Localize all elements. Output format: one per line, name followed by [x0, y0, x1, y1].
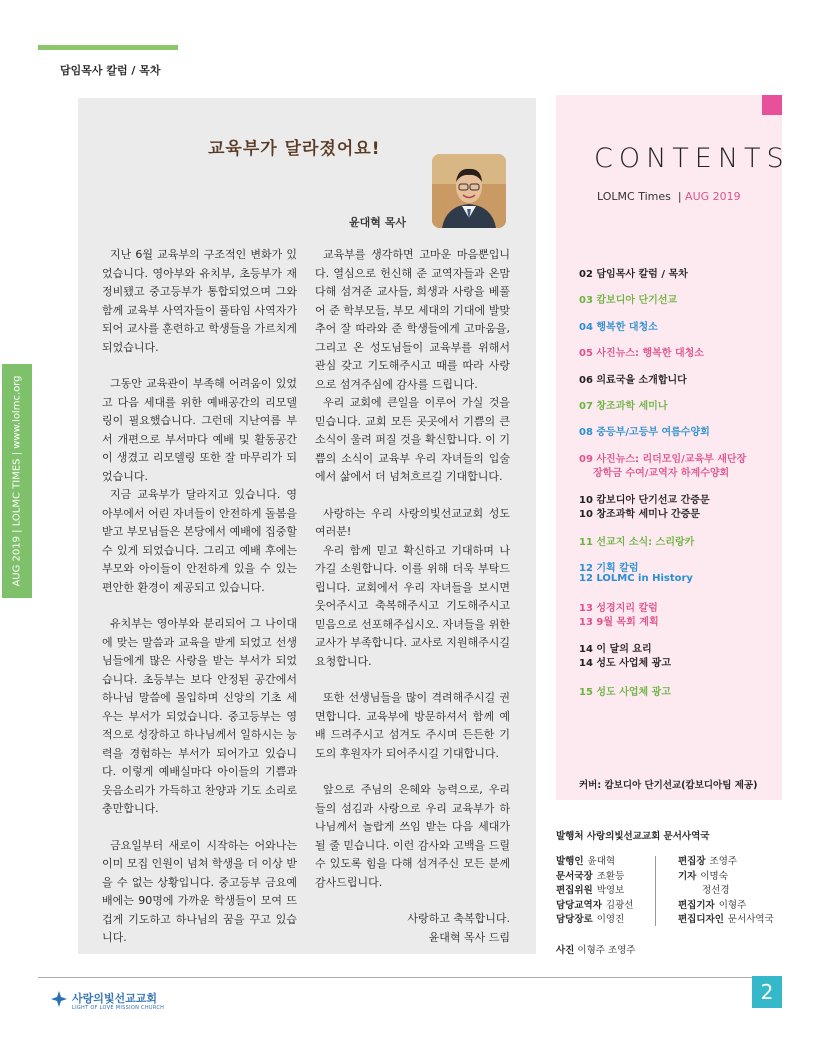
staff-divider — [655, 856, 656, 926]
closing-line-2: 윤대혁 목사 드림 — [428, 930, 510, 944]
staff-role: 편집기자 — [678, 899, 715, 911]
cover-credit: 커버: 캄보디아 단기선교(캄보디아팀 제공) — [579, 780, 758, 791]
staff-row — [556, 870, 633, 885]
staff-name: 이형주 — [718, 899, 747, 911]
staff-row — [678, 870, 774, 885]
paragraph: 사랑하는 우리 사랑의빛선교교회 성도 여러분! — [315, 506, 510, 538]
side-tab-text: AUG 2019 | LOLMC TIMES | www.lolmc.org — [11, 375, 23, 587]
staff-role: 발행인 — [556, 856, 584, 867]
author-portrait-icon — [432, 154, 506, 228]
toc-item: 14 성도 사업체 광고 — [579, 658, 671, 669]
logo-subtitle: LIGHT OF LOVE MISSION CHURCH — [72, 1005, 165, 1011]
staff-row — [556, 884, 633, 899]
toc-item: 05 사진뉴스: 행복한 대청소 — [579, 348, 704, 359]
toc-item: 08 중등부/고등부 여름수양회 — [579, 427, 710, 438]
toc-item: 10 창조과학 세미나 간증문 — [579, 509, 700, 520]
staff-role: 담당장로 — [556, 914, 593, 925]
bottom-rule — [38, 977, 782, 978]
toc-item: 03 캄보디아 단기선교 — [579, 295, 678, 306]
contents-subtitle-main: LOLMC Times — [597, 190, 671, 203]
paragraph: 또한 선생님들을 많이 격려해주시길 권면합니다. 교육부에 방문하셔서 함께 예배 드려주시고 섬겨도 주시며 든든한 기도의 후원자가 되어주시길 기대합니다. — [315, 691, 510, 760]
publisher-line: 발행처 사랑의빛선교교회 문서사역국 — [556, 831, 710, 842]
paragraph: 지난 6월 교육부의 구조적인 변화가 있었습니다. 영아부와 유치부, 초등부가 재정비됐고 중고등부가 통합되었으며 그와 함께 교육부 사역자들이 풀타임 사역자가 되어 교사를 훈련하고 학생들을 가르치게 되었습니다. — [102, 248, 297, 354]
paragraph: 금요일부터 새로이 시작하는 어와나는 이미 모집 인원이 넘쳐 학생을 더 이상 받을 수 없는 상황입니다. 중고등부 금요예배에는 90명에 가까운 학생들이 모여 뜨겁게 기도하고 하나님의 꿈을 꾸고 있습니다. — [102, 838, 297, 944]
closing-line-1: 사랑하고 축복합니다. — [407, 912, 510, 925]
toc-item: 09 사진뉴스: 리더모임/교육부 새단장 — [579, 454, 747, 465]
toc-item: 06 의료국을 소개합니다 — [579, 375, 687, 386]
staff-row — [678, 855, 774, 870]
staff-role: 기자 — [678, 870, 697, 882]
staff-name: 이영진 — [596, 914, 625, 925]
staff-list-right — [678, 855, 774, 928]
staff-name: 박영보 — [596, 885, 625, 896]
staff-role: 담당교역자 — [556, 899, 602, 911]
paragraph: 우리 교회에 큰일을 이루어 가실 것을 믿습니다. 교회 모든 곳곳에서 기쁨의 큰 소식이 울려 퍼질 것을 확신합니다. 이 기쁨의 소식이 교육부 우리 자녀들의 입술에서 삶에서 더 넘쳐흐르길 기대합니다. — [315, 396, 510, 483]
page-number: 2 — [752, 976, 782, 1008]
top-accent-bar — [38, 45, 178, 50]
contents-title: CONTENTS — [594, 143, 790, 174]
paragraph: 유치부는 영아부와 분리되어 그 나이대에 맞는 말씀과 교육을 받게 되었고 선생님들에게 많은 사랑을 받는 부서가 되었습니다. 초등부는 보다 안정된 공간에서 하나님 말씀에 몰입하며 신앙의 기초 세우는 부서가 되었습니다. 중고등부는 영적으로 성장하고 하나님께서 일하시는 능력을 경험하는 부서가 되어가고 있습니다. 이렇게 예배실마다 아이들의 기쁨과 웃음소리가 가득하고 찬양과 기도 소리로 충만합니다. — [102, 617, 297, 815]
staff-name: 이명숙 — [700, 870, 728, 882]
toc-item: 11 선교지 소식: 스리랑카 — [579, 537, 695, 548]
logo-name: 사랑의빛선교교회 — [72, 992, 158, 1005]
staff-name: 조영주 — [709, 856, 738, 867]
paragraph: 그동안 교육관이 부족해 어려움이 있었고 다음 세대를 위한 예배공간의 리모델링이 필요했습니다. 그런데 지난여름 부서 개편으로 부서마다 예배 및 활동공간이 생겼고 리모델링 또한 잘 마무리가 되었습니다. — [102, 377, 297, 483]
contents-panel — [556, 95, 790, 800]
staff-role: 편집디자인 — [678, 914, 724, 925]
toc-item: 12 기획 칼럼 — [579, 563, 639, 574]
staff-row — [556, 899, 633, 914]
church-logo — [50, 988, 190, 1016]
paragraph: 교육부를 생각하면 고마운 마음뿐입니다. 열심으로 헌신해 준 교역자들과 온맘 다해 섬겨준 교사들, 희생과 사랑을 베풀어 준 학부모들, 부모 세대의 기대에 발맞추어 잘 따라와 준 학생들에게 고마움을, 그리고 온 성도님들이 교육부를 위해서 관심 갖고 기도해주시고 때를 따라 사랑으로 섬겨주심에 감사를 드립니다. — [315, 248, 510, 391]
author-photo — [432, 154, 506, 228]
pink-corner-mark — [762, 95, 782, 115]
staff-row — [678, 913, 774, 928]
staff-row — [556, 855, 633, 870]
article-column-1 — [102, 246, 297, 966]
side-tab — [2, 364, 32, 598]
staff-name: 문서사역국 — [727, 914, 774, 925]
article — [78, 98, 536, 954]
staff-name: 정선경 — [702, 885, 730, 896]
staff-row — [678, 899, 774, 914]
closing — [315, 910, 510, 947]
staff-role: 편집위원 — [556, 885, 593, 896]
article-title: 교육부가 달라졌어요! — [208, 139, 381, 159]
paragraph: 지금 교육부가 달라지고 있습니다. 영아부에서 어린 자녀들이 안전하게 돌봄을 받고 부모님들은 본당에서 예배에 집중할 수 있게 되었습니다. 그리고 예배 후에는 부모와 아이들이 안전하게 있을 수 있는 편안한 환경이 제공되고 있습니다. — [102, 488, 297, 594]
staff-name: 조환등 — [596, 870, 625, 882]
toc-item: 02 담임목사 칼럼 / 목차 — [579, 269, 688, 280]
staff-row — [556, 913, 633, 928]
toc-item: 10 캄보디아 단기선교 간증문 — [579, 495, 710, 506]
staff-role: 문서국장 — [556, 870, 593, 882]
toc-item: 13 9월 목회 계획 — [579, 617, 659, 628]
toc-item: 15 성도 사업체 광고 — [579, 687, 671, 698]
toc-item: 12 LOLMC in History — [579, 573, 693, 584]
photo-credit — [556, 942, 635, 956]
toc-item: 04 행복한 대청소 — [579, 322, 658, 333]
photo-credit-role: 사진 — [556, 945, 575, 956]
toc-item: 07 창조과학 세미나 — [579, 401, 668, 412]
contents-subtitle: LOLMC Times | AUG 2019 — [597, 190, 741, 203]
staff-row — [678, 884, 774, 899]
staff-role: 편집장 — [678, 856, 706, 867]
article-column-2 — [315, 246, 510, 947]
toc-item: 14 이 달의 요리 — [579, 644, 652, 655]
contents-subtitle-date: AUG 2019 — [685, 190, 741, 203]
staff-name: 김광선 — [605, 899, 634, 911]
toc-item: 장학금 수여/교역자 하계수양회 — [593, 468, 730, 479]
paragraph: 우리 함께 믿고 확신하고 기대하며 나가길 소원합니다. 이를 위해 더욱 부탁드립니다. 교회에서 우리 자녀들을 보시면 웃어주시고 축복해주시고 기도해주시고 믿음으로 선포해주십시오. 자녀들을 위한 교사가 부족합니다. 교사로 지원해주시길 요청합니다. — [315, 543, 510, 668]
toc-item: 13 성경지리 칼럼 — [579, 603, 658, 614]
photo-credit-names: 이형주 조영주 — [577, 945, 636, 956]
staff-name: 윤대혁 — [587, 856, 616, 867]
paragraph: 앞으로 주님의 은혜와 능력으로, 우리들의 섬김과 사랑으로 우리 교육부가 하나님께서 놀랍게 쓰임 받는 다음 세대가 될 줄 믿습니다. 이런 감사와 고백을 드릴 수 있도록 힘을 다해 섬겨주신 모든 분께 감사드립니다. — [315, 783, 510, 889]
article-author: 윤대혁 목사 — [349, 216, 406, 229]
staff-list-left — [556, 855, 633, 928]
section-label: 담임목사 칼럼 / 목차 — [60, 64, 161, 77]
church-logo-icon — [50, 990, 68, 1008]
